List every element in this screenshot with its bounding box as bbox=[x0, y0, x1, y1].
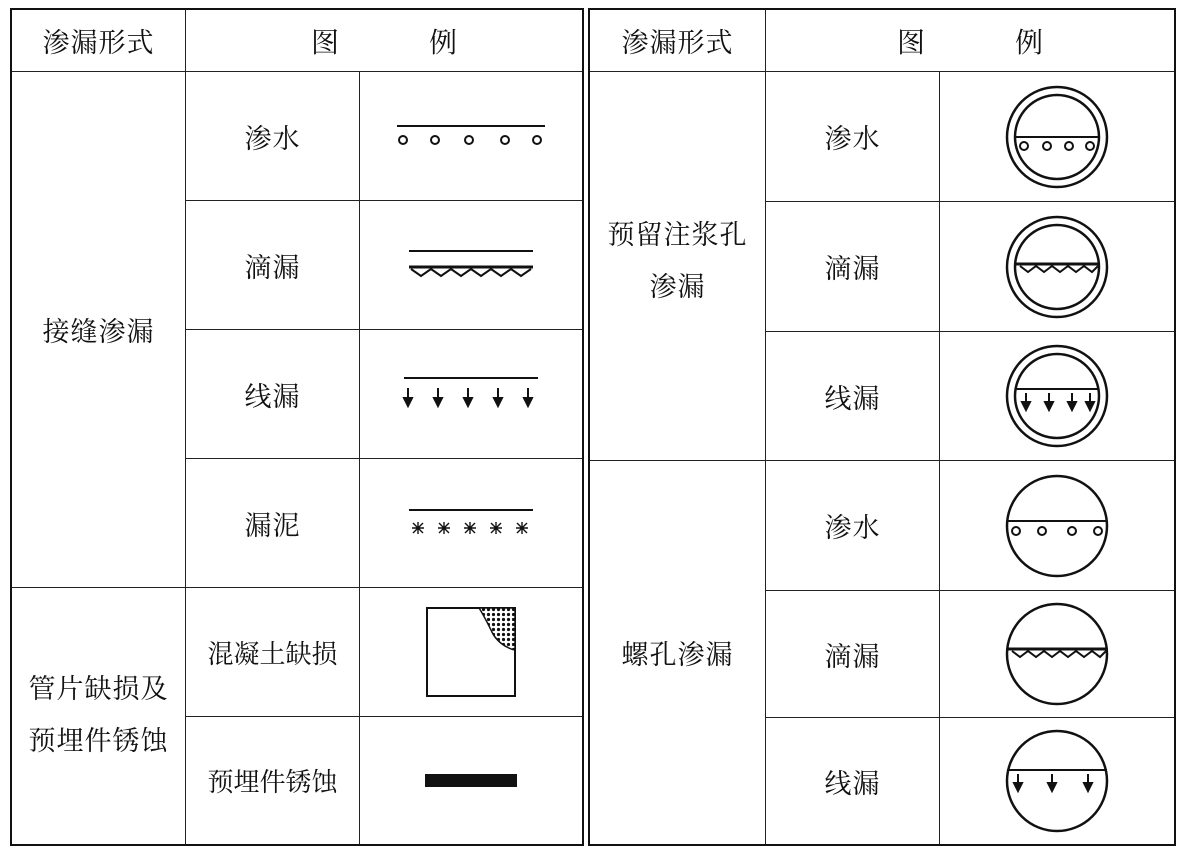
right-legend-table bbox=[588, 8, 1176, 846]
group-label-joint: 接缝渗漏 bbox=[12, 72, 186, 588]
row-label-joint-seep: 渗水 bbox=[186, 72, 360, 201]
right-header-form: 渗漏形式 bbox=[590, 10, 766, 72]
legend-bolt-drip bbox=[940, 591, 1174, 718]
legend-bolt-seep bbox=[940, 461, 1174, 591]
row-label-embedded-rust: 预埋件锈蚀 bbox=[186, 717, 360, 844]
row-label-joint-line: 线漏 bbox=[186, 330, 360, 459]
right-header-legend-a: 图 bbox=[896, 25, 925, 59]
row-label-grout-line: 线漏 bbox=[766, 332, 940, 461]
legend-grout-seep bbox=[940, 72, 1174, 202]
left-header-form: 渗漏形式 bbox=[12, 10, 186, 72]
seep-dots-icon bbox=[391, 121, 551, 151]
right-header-legend-b: 例 bbox=[1015, 25, 1044, 59]
left-header-legend bbox=[186, 10, 582, 72]
legend-concrete-damage bbox=[360, 588, 582, 717]
row-label-grout-drip: 滴漏 bbox=[766, 202, 940, 332]
left-header-legend-a: 图 bbox=[310, 25, 339, 59]
left-header-legend-b: 例 bbox=[429, 25, 458, 59]
mud-crosses-icon bbox=[401, 505, 541, 541]
left-legend-table bbox=[10, 8, 584, 846]
concrete-corner-damage-icon bbox=[421, 602, 521, 702]
row-label-concrete-damage: 混凝土缺损 bbox=[186, 588, 360, 717]
row-label-joint-drip: 滴漏 bbox=[186, 201, 360, 330]
group-label-defect-line1: 管片缺损及 bbox=[28, 674, 169, 705]
legend-joint-line bbox=[360, 330, 582, 459]
group-label-grout-line1: 预留注浆孔 bbox=[607, 220, 748, 251]
line-arrows-icon bbox=[396, 374, 546, 414]
row-label-bolt-line: 线漏 bbox=[766, 718, 940, 844]
rust-bar-icon bbox=[421, 771, 521, 791]
circle-seep-icon bbox=[1002, 471, 1112, 581]
right-header-legend bbox=[766, 10, 1174, 72]
legend-joint-seep bbox=[360, 72, 582, 201]
legend-grout-drip bbox=[940, 202, 1174, 332]
legend-joint-drip bbox=[360, 201, 582, 330]
circle-line-icon bbox=[1002, 726, 1112, 836]
row-label-bolt-drip: 滴漏 bbox=[766, 591, 940, 718]
row-label-joint-mud: 漏泥 bbox=[186, 459, 360, 588]
group-label-defect-line2: 预埋件锈蚀 bbox=[28, 726, 169, 757]
group-label-bolt: 螺孔渗漏 bbox=[590, 461, 766, 844]
legend-bolt-line bbox=[940, 718, 1174, 844]
circle-drip-icon bbox=[1002, 599, 1112, 709]
double-circle-drip-icon bbox=[1002, 212, 1112, 322]
group-label-grout bbox=[590, 72, 766, 461]
double-circle-line-icon bbox=[1002, 341, 1112, 451]
legend-grout-line bbox=[940, 332, 1174, 461]
row-label-bolt-seep: 渗水 bbox=[766, 461, 940, 591]
group-label-defect bbox=[12, 588, 186, 844]
group-label-grout-line2: 渗漏 bbox=[649, 272, 706, 303]
drip-scallops-icon bbox=[401, 245, 541, 285]
double-circle-seep-icon bbox=[1002, 82, 1112, 192]
row-label-grout-seep: 渗水 bbox=[766, 72, 940, 202]
legend-joint-mud bbox=[360, 459, 582, 588]
legend-embedded-rust bbox=[360, 717, 582, 844]
